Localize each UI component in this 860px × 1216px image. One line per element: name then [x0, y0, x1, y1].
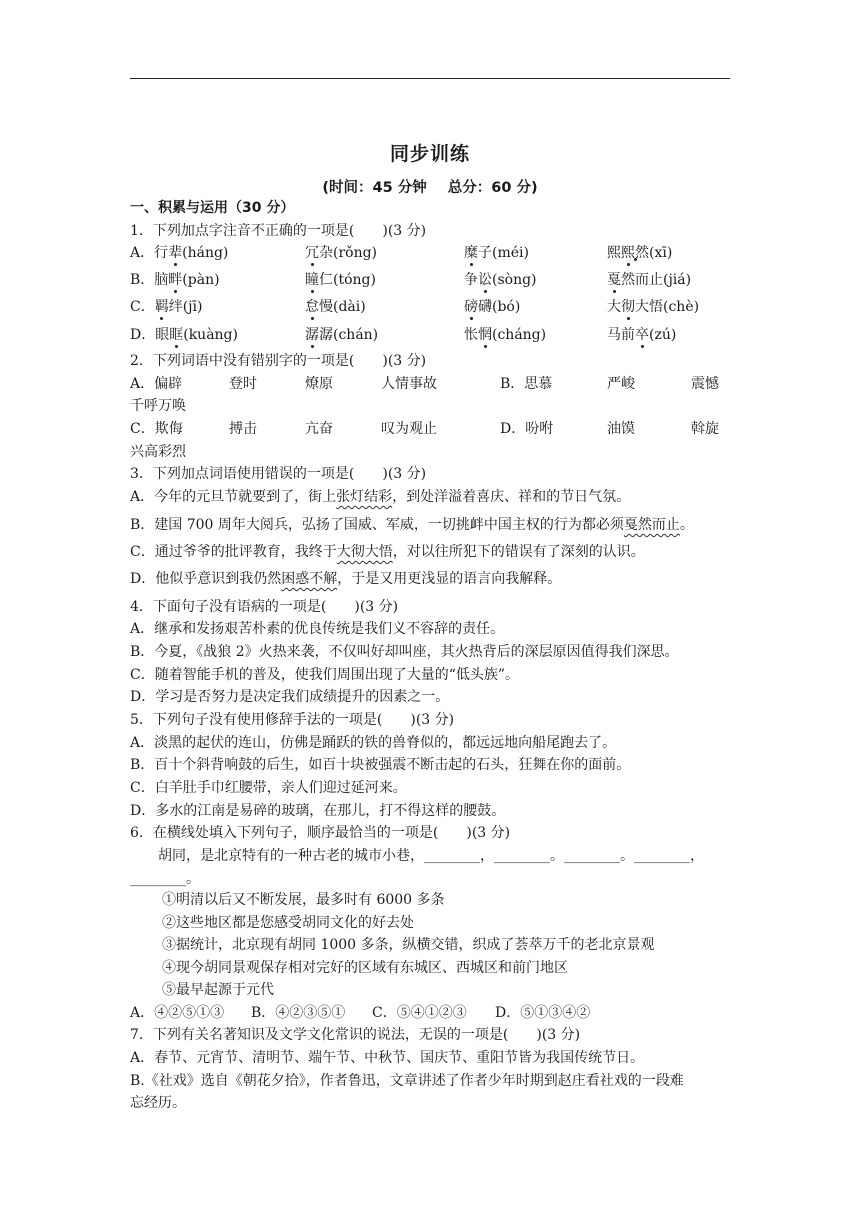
- q3-d-text: D．他似乎意识到我仍然: [130, 571, 282, 587]
- q1-dotted-char: 瞳: [305, 272, 319, 288]
- q1-option-d-item-4: [607, 326, 676, 344]
- q3-a-marked: 张灯结彩: [336, 489, 393, 505]
- q1-word-pre: 争: [464, 272, 478, 288]
- q1-option-a-item-3: [464, 244, 529, 262]
- q1-word-pre: 马前: [607, 327, 635, 343]
- q1-option-b-item-2: [305, 271, 376, 289]
- q1-word-post: 潺(chán): [319, 327, 379, 343]
- q6-passage: 胡同，是北京特有的一种古老的城市小巷，________，________。________。________，: [158, 848, 704, 864]
- q1-word-post: 然(xī): [635, 245, 673, 261]
- page-title: 同步训练: [389, 143, 470, 165]
- q2-stem: 2．下列词语中没有错别字的一项是( )(3 分): [130, 353, 427, 369]
- q2-b-cont: 千呼万唤: [130, 398, 186, 414]
- q2-d-2: 油馍: [607, 421, 635, 437]
- q2-b-1: B．思慕: [500, 376, 553, 392]
- q1-option-letter: A．: [130, 245, 155, 261]
- q1-option-d-item-2: [305, 326, 378, 344]
- q1-word-post: 绊(jī): [168, 299, 203, 315]
- q1-dotted-char: 怠: [305, 299, 319, 315]
- q1-dotted-char: 潺: [305, 327, 319, 343]
- q1-dotted-char: 磅: [464, 299, 478, 315]
- exam-score: 总分：60 分): [447, 180, 538, 196]
- q1-word-pre: 眼: [155, 327, 170, 343]
- q1-word-post: 礴(bó): [478, 299, 521, 315]
- q2-b-2: 严峻: [607, 376, 635, 392]
- q7-stem: 7．下列有关名著知识及文学文化常识的说法，无误的一项是( )(3 分): [130, 1027, 581, 1043]
- q2-c-3: 亢奋: [305, 421, 333, 437]
- q1-dotted-char: 讼: [478, 272, 492, 288]
- q6-item-3: ③据统计，北京现有胡同 1000 多条，纵横交错，织成了荟萃万千的老北京景观: [162, 937, 655, 953]
- q2-d-1: D．吩咐: [500, 421, 554, 437]
- q1-word-pre: 行: [154, 245, 169, 261]
- q7-option-b: B.《社戏》选自《朝花夕拾》，作者鲁迅，文章讲述了作者少年时期到赵庄看社戏的一段难: [130, 1073, 684, 1089]
- q1-dotted-char: 眶: [169, 327, 184, 343]
- q1-dotted-char: 畔: [168, 272, 183, 288]
- q3-c-text: C．通过爷爷的批评教育，我终于: [130, 544, 337, 560]
- q4-option-a: A．继承和发扬艰苦朴素的优良传统是我们义不容辞的责任。: [130, 621, 505, 637]
- q1-option-c-item-1: [130, 298, 202, 316]
- q1-word-post: (pàn): [182, 272, 220, 288]
- q4-option-c: C．随着智能手机的普及，使我们周围出现了大量的“低头族”。: [130, 667, 520, 683]
- q7-option-a: A．春节、元宵节、清明节、端午节、中秋节、国庆节、重阳节皆为我国传统节日。: [130, 1050, 645, 1066]
- q2-a-1: A．偏辟: [130, 376, 183, 392]
- q6-item-2: ②这些地区都是您感受胡同文化的好去处: [162, 915, 414, 931]
- q3-a-text-end: ，到处洋溢着喜庆、祥和的节日气氛。: [392, 489, 631, 505]
- q1-dotted-char: 冗: [305, 245, 319, 261]
- q3-option-b: [130, 516, 694, 534]
- q1-option-a-item-1: [130, 244, 228, 262]
- q3-c-marked: 大彻大悟: [336, 544, 393, 560]
- q3-stem: 3．下列加点词语使用错误的一项是( )(3 分): [130, 466, 427, 482]
- q1-dotted-char: 惘: [478, 327, 492, 343]
- q1-option-a-item-4: [607, 244, 672, 262]
- q2-a-3: 燎原: [305, 376, 333, 392]
- q5-option-b: B．百十个斜背响鼓的后生，如百十块被强震不断击起的石头，狂舞在你的面前。: [130, 757, 631, 773]
- q1-dotted-char: 糜: [464, 245, 478, 261]
- q1-option-letter: B．: [130, 272, 155, 288]
- q1-dotted-char: 熙: [621, 245, 635, 261]
- q6-item-1: ①明清以后又不断发展，最多时有 6000 多条: [162, 892, 445, 908]
- q4-option-d: D．学习是否努力是决定我们成绩提升的因素之一。: [130, 689, 450, 705]
- q1-option-a-item-2: [305, 244, 377, 262]
- q1-option-d-item-1: [130, 326, 238, 344]
- q1-word-post: (kuàng): [183, 327, 238, 343]
- q1-option-c-item-2: [305, 298, 366, 316]
- q1-word-post: (zú): [649, 327, 677, 343]
- q3-b-text-end: 。: [679, 517, 694, 533]
- q1-dotted-char: 辈: [168, 245, 183, 261]
- q4-option-b: B．今夏，《战狼 2》火热来袭，不仅叫好却叫座，其火热背后的深层原因值得我们深思。: [130, 644, 679, 660]
- exam-time: (时间：45 分钟: [322, 180, 427, 196]
- q1-option-c-item-4: [607, 298, 699, 316]
- q6-option-a: A．④②⑤①③: [130, 1005, 225, 1021]
- q6-stem: 6．在横线处填入下列句子，顺序最恰当的一项是( )(3 分): [130, 825, 511, 841]
- q6-passage-end: ________。: [130, 871, 200, 887]
- q6-option-d: D．⑤①③④②: [495, 1005, 591, 1021]
- q5-option-d: D．多水的江南是易碎的玻璃，在那儿，打不得这样的腰鼓。: [130, 803, 506, 819]
- q5-stem: 5．下列句子没有使用修辞手法的一项是( )(3 分): [130, 712, 455, 728]
- q1-dotted-char: 羁: [154, 299, 169, 315]
- q2-d-cont: 兴高彩烈: [130, 444, 186, 460]
- q3-a-text: A．今年的元旦节就要到了，街上: [130, 489, 337, 505]
- q2-b-3: 震憾: [691, 376, 719, 392]
- q1-word-pre: 大: [607, 299, 621, 315]
- q1-dotted-char: 戛: [607, 272, 621, 288]
- q2-a-2: 登时: [229, 376, 257, 392]
- q1-word-post: 然而止(jiá): [621, 272, 692, 288]
- q1-word-post: 仁(tóng): [319, 272, 376, 288]
- q1-option-b-item-3: [464, 271, 537, 289]
- section-heading: 一、积累与运用（30 分）: [130, 200, 295, 216]
- top-rule: [130, 78, 730, 79]
- q1-option-b-item-1: [130, 271, 220, 289]
- q1-word-post: (sòng): [492, 272, 537, 288]
- q1-word-post: (cháng): [492, 327, 547, 343]
- q1-option-letter: D．: [130, 327, 156, 343]
- q5-option-c: C．白羊肚手巾红腰带，亲人们迎过延河来。: [130, 780, 407, 796]
- q3-b-text: B．建国 700 周年大阅兵，弘扬了国威、军威，一切挑衅中国主权的行为都必须: [130, 517, 624, 533]
- q2-a-4: 人情事故: [381, 376, 437, 392]
- q2-c-2: 搏击: [229, 421, 257, 437]
- q1-word-pre: 怅: [464, 327, 478, 343]
- q7-option-b-cont: 忘经历。: [130, 1095, 186, 1111]
- q6-item-5: ⑤最早起源于元代: [162, 982, 274, 998]
- q3-d-marked: 困惑不解: [281, 571, 338, 587]
- q3-option-a: [130, 488, 630, 506]
- q1-word-post: 杂(rǒng): [319, 245, 378, 261]
- q3-d-text-end: ，于是又用更浅显的语言向我解释。: [337, 571, 562, 587]
- q1-option-letter: C．: [130, 299, 155, 315]
- q1-dotted-char: 卒: [635, 327, 649, 343]
- q2-c-1: C．欺侮: [130, 421, 183, 437]
- q1-dotted-char: 彻: [621, 299, 635, 315]
- q6-option-b: B．④②③⑤①: [251, 1005, 346, 1021]
- q1-word-pre: [607, 245, 635, 261]
- q3-option-d: [130, 570, 561, 588]
- q1-word-post: 子(méi): [478, 245, 529, 261]
- q1-word-post: 慢(dài): [319, 299, 366, 315]
- exam-info: [0, 176, 860, 197]
- q6-item-4: ④现今胡同景观保存相对完好的区域有东城区、西城区和前门地区: [162, 960, 568, 976]
- q1-option-d-item-3: [464, 326, 546, 344]
- q1-word-pre: 脑: [154, 272, 169, 288]
- q2-c-4: 叹为观止: [381, 421, 437, 437]
- q1-option-b-item-4: [607, 271, 691, 289]
- q4-stem: 4．下面句子没有语病的一项是( )(3 分): [130, 599, 399, 615]
- q1-option-c-item-3: [464, 298, 520, 316]
- q1-word-post: 大悟(chè): [635, 299, 700, 315]
- q3-b-marked: 戛然而止: [623, 517, 680, 533]
- q5-option-a: A．淡黑的起伏的连山，仿佛是踊跃的铁的兽脊似的，都远远地向船尾跑去了。: [130, 735, 617, 751]
- q6-option-c: C．⑤④①②③: [372, 1005, 467, 1021]
- q3-c-text-end: ，对以往所犯下的错误有了深刻的认识。: [392, 544, 645, 560]
- q2-d-3: 斡旋: [691, 421, 719, 437]
- q1-stem: 1．下列加点字注音不正确的一项是( )(3 分): [130, 223, 427, 239]
- q3-option-c: [130, 543, 645, 561]
- q1-char: 熙: [607, 245, 621, 261]
- q1-word-post: (háng): [182, 245, 229, 261]
